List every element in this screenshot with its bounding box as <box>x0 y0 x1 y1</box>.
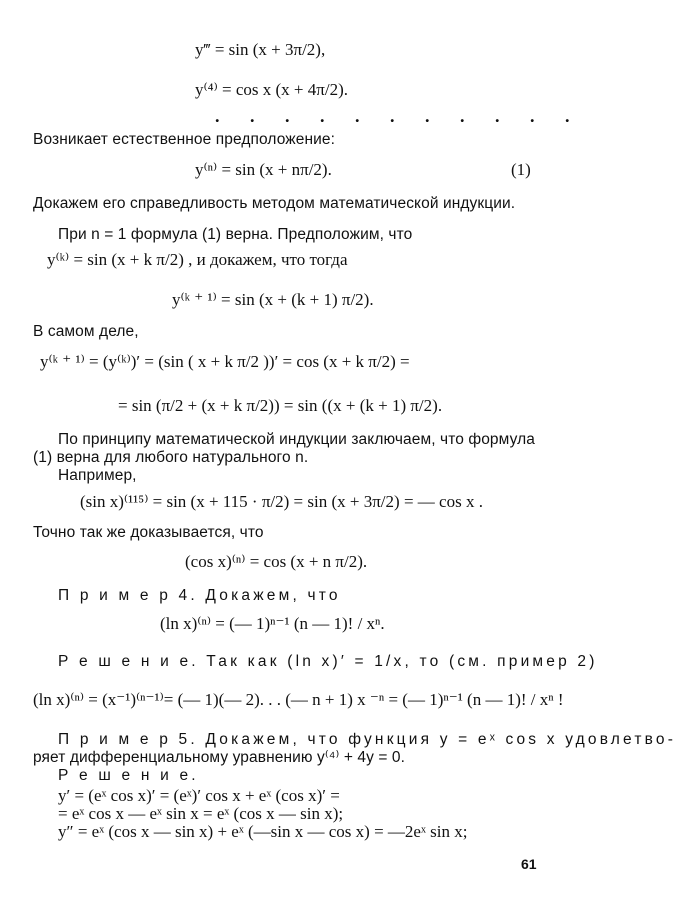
formula-cos-nth: (cos x)⁽ⁿ⁾ = cos (x + n π/2). <box>185 552 368 571</box>
text-conclusion-line2: (1) верна для любого натурального n. <box>33 449 309 466</box>
text-prove-induction: Докажем его справедливость методом математической индукции. <box>33 195 516 212</box>
formula-ln-nth: (ln x)⁽ⁿ⁾ = (— 1)ⁿ⁻¹ (n — 1)! / xⁿ. <box>160 614 385 633</box>
solution-5-heading: Р е ш е н и е. <box>58 767 199 784</box>
text-conclusion-line1: По принципу математической индукции заключаем, что формула <box>58 431 535 448</box>
text-for-example: Например, <box>58 467 137 484</box>
equation-number: (1) <box>511 160 531 179</box>
text-similarly: Точно так же доказывается, что <box>33 524 264 541</box>
formula-k-plus-one: y⁽ᵏ ⁺ ¹⁾ = sin (x + (k + 1) π/2). <box>172 290 374 309</box>
formula-sin-115: (sin x)⁽¹¹⁵⁾ = sin (x + 115 · π/2) = sin (x + 3π/2) = — cos x . <box>80 492 483 511</box>
formula-second-derivative: y″ = eˣ (cos x — sin x) + eˣ (—sin x — cos x) = —2eˣ sin x; <box>58 822 468 841</box>
formula-first-derivative: y′ = (eˣ cos x)′ = (eˣ)′ cos x + eˣ (cos x)′ = <box>58 786 340 805</box>
formula-derivation-line2: = sin (π/2 + (x + k π/2)) = sin ((x + (k + 1) π/2). <box>118 396 443 415</box>
page-number: 61 <box>521 856 537 872</box>
text-assumption-intro: Возникает естественное предположение: <box>33 131 335 148</box>
text-indeed: В самом деле, <box>33 323 139 340</box>
formula-third-derivative: y‴ = sin (x + 3π/2), <box>195 40 326 59</box>
solution-4-line: Р е ш е н и е. Так как (ln x)′ = 1/x, то (см. пример 2) <box>58 653 598 670</box>
text-base-case: При n = 1 формула (1) верна. Предположим, что <box>58 226 413 243</box>
example-4-heading: П р и м е р 4. Докажем, что <box>58 587 341 604</box>
text-induction-hypothesis: y⁽ᵏ⁾ = sin (x + k π/2) , и докажем, что тогда <box>47 250 348 269</box>
formula-derivation-line1: y⁽ᵏ ⁺ ¹⁾ = (y⁽ᵏ⁾)′ = (sin ( x + k π/2 ))′ = cos (x + k π/2) = <box>40 352 410 371</box>
formula-ln-derivation: (ln x)⁽ⁿ⁾ = (x⁻¹)⁽ⁿ⁻¹⁾= (— 1)(— 2). . . (— n + 1) x ⁻ⁿ = (— 1)ⁿ⁻¹ (n — 1)! / xⁿ ! <box>33 690 564 709</box>
ellipsis-row: . . . . . . . . . . . <box>215 106 583 126</box>
formula-general-nth: y⁽ⁿ⁾ = sin (x + nπ/2). <box>195 160 332 179</box>
formula-first-derivative-cont: = eˣ cos x — eˣ sin x = eˣ (cos x — sin x); <box>58 804 344 823</box>
formula-fourth-derivative: y⁽⁴⁾ = cos x (x + 4π/2). <box>195 80 348 99</box>
text-differential-equation: ряет дифференциальному уравнению y⁽⁴⁾ + 4y = 0. <box>33 749 406 766</box>
example-5-heading: П р и м е р 5. Докажем, что функция y = eˣ cos x удовлетво- <box>58 731 676 748</box>
